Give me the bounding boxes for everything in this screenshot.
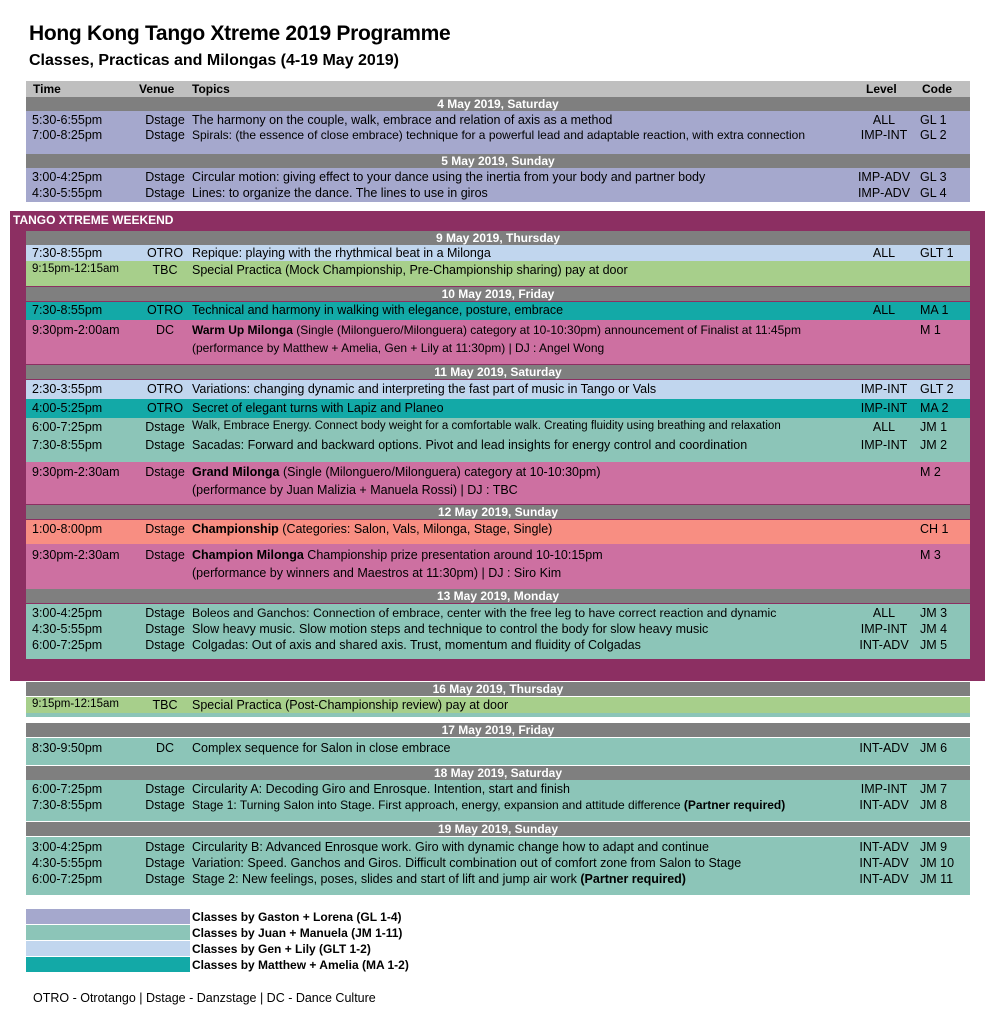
row-topic: Colgadas: Out of axis and shared axis. Trust, momentum and fluidity of Colgadas <box>192 638 641 652</box>
row-time: 9:30pm-2:00am <box>32 323 120 337</box>
row-code: JM 9 <box>920 840 948 854</box>
legend-swatch-jm <box>26 925 190 940</box>
partner-required-note: (Partner required) <box>683 798 786 812</box>
row-time: 1:00-8:00pm <box>32 522 103 536</box>
row-topic: Variation: Speed. Ganchos and Giros. Difficult combination out of comfort zone from Salon to Stage <box>192 856 742 870</box>
legend-swatch-glt <box>26 941 190 956</box>
row-topic: Spirals: (the essence of close embrace) technique for a powerful lead and adaptable reaction, with extra connection <box>192 128 806 142</box>
row-level: IMP-INT <box>860 128 908 142</box>
row-level: INT-ADV <box>859 798 909 812</box>
row-venue: Dstage <box>145 856 185 870</box>
row-level: IMP-ADV <box>857 170 911 184</box>
row-topic: Lines: to organize the dance. The lines to use in giros <box>192 186 488 200</box>
row-venue: Dstage <box>145 522 185 536</box>
row-venue: DC <box>155 741 175 755</box>
row-code: MA 1 <box>920 303 949 317</box>
event-detail: Stage 2: New feelings, poses, slides and start of lift and jump air work <box>192 872 581 886</box>
row-topic: Special Practica (Post-Championship review) pay at door <box>192 698 509 712</box>
row-time: 3:00-4:25pm <box>32 606 103 620</box>
row-venue: Dstage <box>145 798 185 812</box>
row-venue: Dstage <box>145 638 185 652</box>
row-time: 4:30-5:55pm <box>32 622 103 636</box>
row-level: IMP-INT <box>860 401 908 415</box>
row-time: 3:00-4:25pm <box>32 840 103 854</box>
table-row <box>26 322 970 358</box>
row-venue: Dstage <box>145 872 185 886</box>
event-detail: (Single (Milonguero/Milonguera) category at 10-10:30pm) announcement of Finalist at 11:45pm <box>292 323 801 337</box>
event-detail: (Categories: Salon, Vals, Milonga, Stage, Single) <box>278 522 553 536</box>
row-venue: DC <box>155 323 175 337</box>
row-time: 6:00-7:25pm <box>32 638 103 652</box>
date-header: 9 May 2019, Thursday <box>26 231 970 245</box>
table-row <box>26 797 970 813</box>
row-venue: Dstage <box>145 128 185 142</box>
table-row <box>26 855 970 871</box>
row-code: JM 7 <box>920 782 948 796</box>
event-detail: Stage 1: Turning Salon into Stage. First approach, energy, expansion and attitude difference <box>192 798 684 812</box>
row-venue: Dstage <box>145 420 185 434</box>
row-topic <box>192 548 603 562</box>
table-row <box>26 781 970 797</box>
row-venue: Dstage <box>145 606 185 620</box>
row-code: GLT 2 <box>920 382 954 396</box>
legend-swatch-ma <box>26 957 190 972</box>
table-row <box>26 245 970 261</box>
row-level: ALL <box>872 606 896 620</box>
row-topic: Secret of elegant turns with Lapiz and Planeo <box>192 401 444 415</box>
table-header <box>26 81 970 97</box>
row-topic: Slow heavy music. Slow motion steps and technique to control the body for slow heavy music <box>192 622 709 636</box>
row-topic <box>192 465 601 479</box>
row-topic-line2: (performance by winners and Maestros at 11:30pm) | DJ : Siro Kim <box>192 566 562 580</box>
weekend-label: TANGO XTREME WEEKEND <box>13 213 174 227</box>
row-venue: Dstage <box>145 840 185 854</box>
row-venue: Dstage <box>145 548 185 562</box>
row-topic: Circularity A: Decoding Giro and Enrosque. Intention, start and finish <box>192 782 570 796</box>
partner-required-note: (Partner required) <box>580 872 686 886</box>
table-row <box>26 381 970 397</box>
row-level: INT-ADV <box>859 872 909 886</box>
row-topic-line2: (performance by Juan Malizia + Manuela Rossi) | DJ : TBC <box>192 483 518 497</box>
table-row <box>26 185 970 201</box>
row-topic: Circularity B: Advanced Enrosque work. Giro with dynamic change how to adapt and continue <box>192 840 709 854</box>
page-subtitle: Classes, Practicas and Milongas (4-19 May 2019) <box>29 52 399 69</box>
row-topic <box>192 872 686 886</box>
row-code: M 3 <box>920 548 941 562</box>
row-time: 6:00-7:25pm <box>32 872 103 886</box>
row-time: 6:00-7:25pm <box>32 782 103 796</box>
date-header: 10 May 2019, Friday <box>26 287 970 301</box>
legend-label-ma: Classes by Matthew + Amelia (MA 1-2) <box>192 958 409 972</box>
row-topic: Variations: changing dynamic and interpreting the fast part of music in Tango or Vals <box>192 382 657 396</box>
event-name: Championship <box>192 522 279 536</box>
row-time: 7:30-8:55pm <box>32 303 103 317</box>
row-venue: Dstage <box>145 438 185 452</box>
row-time: 5:30-6:55pm <box>32 113 103 127</box>
row-venue: Dstage <box>145 622 185 636</box>
row-venue: OTRO <box>146 246 184 260</box>
row-topic <box>192 798 785 812</box>
row-venue: Dstage <box>145 465 185 479</box>
date-header: 4 May 2019, Saturday <box>26 97 970 111</box>
row-code: JM 4 <box>920 622 948 636</box>
row-code: JM 10 <box>920 856 955 870</box>
row-time: 9:15pm-12:15am <box>32 698 119 710</box>
table-row <box>26 302 970 318</box>
row-code: M 2 <box>920 465 941 479</box>
row-level: IMP-INT <box>860 438 908 452</box>
legend-swatch-gl <box>26 909 190 924</box>
table-row <box>26 169 970 185</box>
row-venue: OTRO <box>146 303 184 317</box>
row-topic: Repique: playing with the rhythmical beat in a Milonga <box>192 246 491 260</box>
legend-label-jm: Classes by Juan + Manuela (JM 1-11) <box>192 926 403 940</box>
row-topic: The harmony on the couple, walk, embrace and relation of axis as a method <box>192 113 613 127</box>
row-topic: Technical and harmony in walking with elegance, posture, embrace <box>192 303 564 317</box>
row-code: GLT 1 <box>920 246 954 260</box>
row-time: 7:30-8:55pm <box>32 438 103 452</box>
row-venue: TBC <box>152 263 178 277</box>
event-detail: (Single (Milonguero/Milonguera) category at 10-10:30pm) <box>279 465 601 479</box>
row-topic: Sacadas: Forward and backward options. Pivot and lead insights for energy control and coordination <box>192 438 748 452</box>
table-row <box>26 464 970 500</box>
row-time: 2:30-3:55pm <box>32 382 103 396</box>
row-code: JM 2 <box>920 438 948 452</box>
row-level: IMP-ADV <box>857 186 911 200</box>
row-topic: Circular motion: giving effect to your dance using the inertia from your body and partner body <box>192 170 706 184</box>
row-topic <box>192 522 552 536</box>
row-time: 6:00-7:25pm <box>32 420 103 434</box>
row-level: INT-ADV <box>859 840 909 854</box>
row-time: 7:30-8:55pm <box>32 246 103 260</box>
date-header: 12 May 2019, Sunday <box>26 505 970 519</box>
date-header: 11 May 2019, Saturday <box>26 365 970 379</box>
date-header: 19 May 2019, Sunday <box>26 822 970 836</box>
table-row <box>26 637 970 653</box>
table-row <box>26 871 970 887</box>
event-detail: Championship prize presentation around 10-10:15pm <box>303 548 603 562</box>
row-level: ALL <box>872 420 896 434</box>
row-level: INT-ADV <box>859 638 909 652</box>
row-code: JM 8 <box>920 798 948 812</box>
row-time: 9:30pm-2:30am <box>32 548 120 562</box>
row-level: IMP-INT <box>860 782 908 796</box>
date-header: 5 May 2019, Sunday <box>26 154 970 168</box>
header-time: Time <box>33 82 61 96</box>
row-code: GL 4 <box>920 186 947 200</box>
row-code: JM 11 <box>920 872 954 886</box>
row-code: JM 6 <box>920 741 948 755</box>
event-name: Warm Up Milonga <box>192 323 293 337</box>
table-row <box>26 605 970 621</box>
row-code: JM 3 <box>920 606 948 620</box>
table-row <box>26 437 970 453</box>
venue-key-footer: OTRO - Otrotango | Dstage - Danzstage | DC - Dance Culture <box>33 991 376 1005</box>
row-level: IMP-INT <box>860 382 908 396</box>
page-title: Hong Kong Tango Xtreme 2019 Programme <box>29 22 451 45</box>
row-venue: Dstage <box>145 782 185 796</box>
row-level: INT-ADV <box>859 856 909 870</box>
table-row <box>26 400 970 416</box>
row-time: 4:00-5:25pm <box>32 401 103 415</box>
row-venue: Dstage <box>145 186 185 200</box>
row-topic: Walk, Embrace Energy. Connect body weight for a comfortable walk. Creating fluidity using breathing and relaxation <box>192 420 781 432</box>
header-topics: Topics <box>192 82 230 96</box>
date-header: 18 May 2019, Saturday <box>26 766 970 780</box>
row-code: M 1 <box>920 323 941 337</box>
row-venue: Dstage <box>145 113 185 127</box>
row-code: MA 2 <box>920 401 949 415</box>
header-venue: Venue <box>139 82 175 96</box>
row-code: JM 5 <box>920 638 948 652</box>
row-level: IMP-INT <box>860 622 908 636</box>
row-code: GL 2 <box>920 128 947 142</box>
table-row <box>26 521 970 537</box>
row-time: 4:30-5:55pm <box>32 186 103 200</box>
date-header: 13 May 2019, Monday <box>26 589 970 603</box>
row-time: 9:15pm-12:15am <box>32 263 119 275</box>
row-time: 7:30-8:55pm <box>32 798 103 812</box>
event-name: Champion Milonga <box>192 548 304 562</box>
row-code: CH 1 <box>920 522 949 536</box>
row-topic: Boleos and Ganchos: Connection of embrace, center with the free leg to have correct reaction and dynamic <box>192 606 777 620</box>
row-level: INT-ADV <box>859 741 909 755</box>
row-venue: OTRO <box>146 382 184 396</box>
table-row <box>26 697 970 713</box>
table-row <box>26 547 970 583</box>
row-time: 7:00-8:25pm <box>32 128 103 142</box>
table-row <box>26 839 970 855</box>
row-topic <box>192 323 801 337</box>
table-row <box>26 262 970 278</box>
row-topic-line2: (performance by Matthew + Amelia, Gen + Lily at 11:30pm) | DJ : Angel Wong <box>192 341 605 355</box>
row-level: ALL <box>872 113 896 127</box>
table-row <box>26 127 970 143</box>
row-venue: Dstage <box>145 170 185 184</box>
table-row <box>26 112 970 128</box>
row-time: 9:30pm-2:30am <box>32 465 120 479</box>
table-row <box>26 740 970 756</box>
row-code: GL 3 <box>920 170 947 184</box>
date-header: 16 May 2019, Thursday <box>26 682 970 696</box>
row-venue: OTRO <box>146 401 184 415</box>
row-code: GL 1 <box>920 113 947 127</box>
row-time: 8:30-9:50pm <box>32 741 103 755</box>
row-time: 4:30-5:55pm <box>32 856 103 870</box>
event-name: Grand Milonga <box>192 465 280 479</box>
row-topic: Special Practica (Mock Championship, Pre-Championship sharing) pay at door <box>192 263 628 277</box>
row-level: ALL <box>872 303 896 317</box>
legend-label-gl: Classes by Gaston + Lorena (GL 1-4) <box>192 910 402 924</box>
row-topic: Complex sequence for Salon in close embrace <box>192 741 451 755</box>
table-row <box>26 419 970 435</box>
row-time: 3:00-4:25pm <box>32 170 103 184</box>
date-header: 17 May 2019, Friday <box>26 723 970 737</box>
row-code: JM 1 <box>920 420 948 434</box>
table-row <box>26 621 970 637</box>
row-level: ALL <box>872 246 896 260</box>
header-code: Code <box>922 82 952 96</box>
row-venue: TBC <box>152 698 178 712</box>
legend-label-glt: Classes by Gen + Lily (GLT 1-2) <box>192 942 371 956</box>
header-level: Level <box>866 82 897 96</box>
